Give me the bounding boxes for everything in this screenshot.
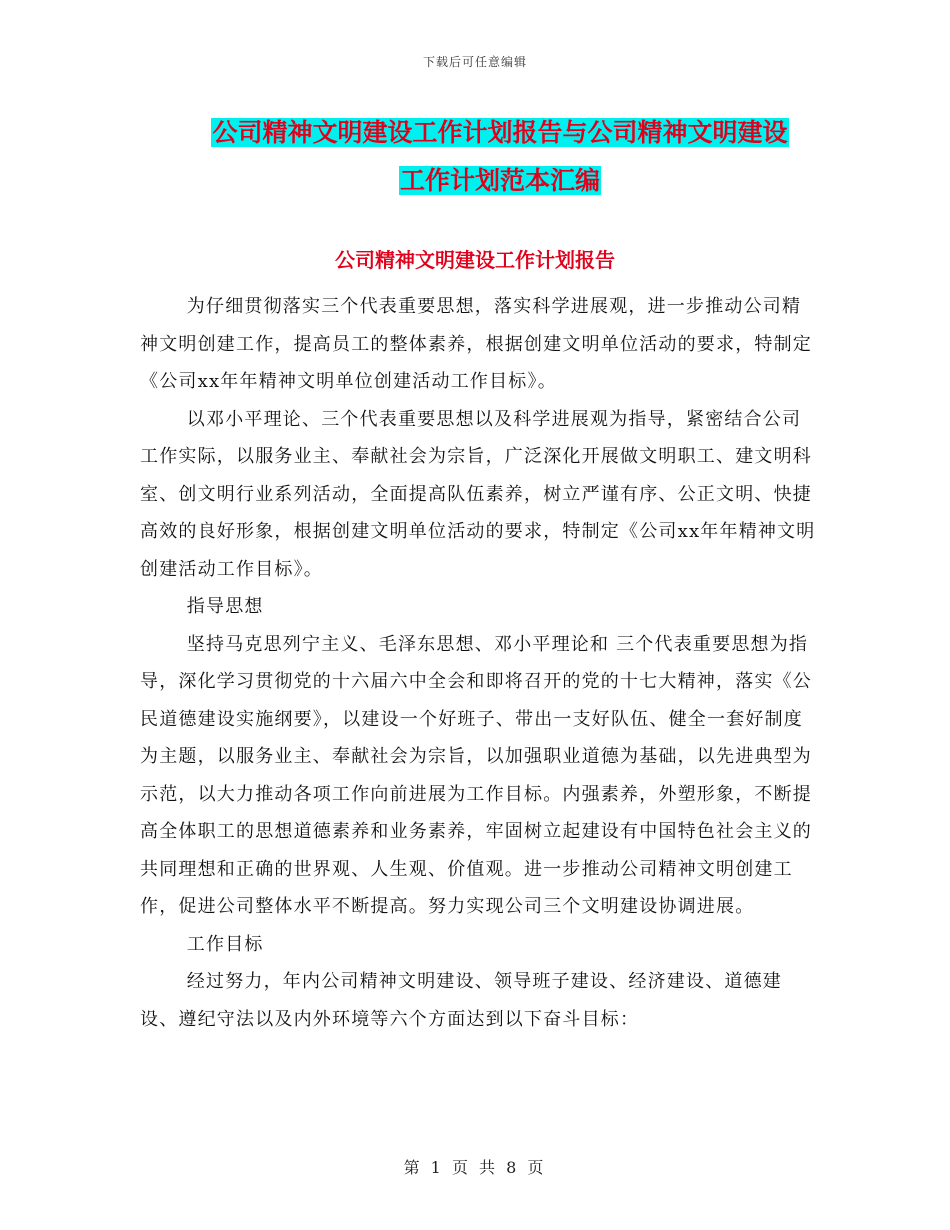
paragraph: 坚持马克思列宁主义、毛泽东思想、邓小平理论和 三个代表重要思想为指导，深化学习贯彻党的十六届六中全会和即将召开的党的十七大精神，落实《公民道德建设实施纲要》，以建设一个好班子、带出一支好队伍、健全一套好制度为主题，以服务业主、奉献社会为宗旨，以加强职业道德为基础，以先进典型为示范，以大力推动各项工作向前进展为工作目标。内强素养，外塑形象，不断提高全体职工的思想道德素养和业务素养，牢固树立起建设有中国特色社会主义的共同理想和正确的世界观、人生观、价值观。进一步推动公司精神文明创建工作，促进公司整体水平不断提高。努力实现公司三个文明建设协调进展。 (140, 633, 812, 917)
title-line-1: 公司精神文明建设工作计划报告与公司精神文明建设 (212, 118, 788, 147)
paragraph: 以邓小平理论、三个代表重要思想以及科学进展观为指导，紧密结合公司工作实际，以服务业主、奉献社会为宗旨，广泛深化开展做文明职工、建文明科室、创文明行业系列活动，全面提高队伍素养，树立严谨有序、公正文明、快捷高效的良好形象，根据创建文明单位活动的要求，特制定《公司xx年年精神文明创建活动工作目标》。 (140, 408, 816, 580)
body-text (140, 288, 820, 1038)
section-heading-guiding-ideology: 指导思想 (186, 596, 264, 617)
title-line-2: 工作计划范本汇编 (399, 166, 600, 195)
section-title: 公司精神文明建设工作计划报告 (335, 248, 615, 272)
section-heading-work-goals: 工作目标 (186, 933, 264, 955)
header-note: 下载后可任意编辑 (422, 55, 527, 69)
paragraph: 经过努力，年内公司精神文明建设、领导班子建设、经济建设、道德建设、遵纪守法以及内外环境等六个方面达到以下奋斗目标： (140, 971, 782, 1030)
document-title (140, 109, 860, 205)
paragraph: 为仔细贯彻落实三个代表重要思想，落实科学进展观，进一步推动公司精神文明创建工作，提高员工的整体素养，根据创建文明单位活动的要求，特制定《公司xx年年精神文明单位创建活动工作目标》。 (140, 296, 812, 392)
page-number: 第 1 页 共 8 页 (403, 1158, 547, 1177)
